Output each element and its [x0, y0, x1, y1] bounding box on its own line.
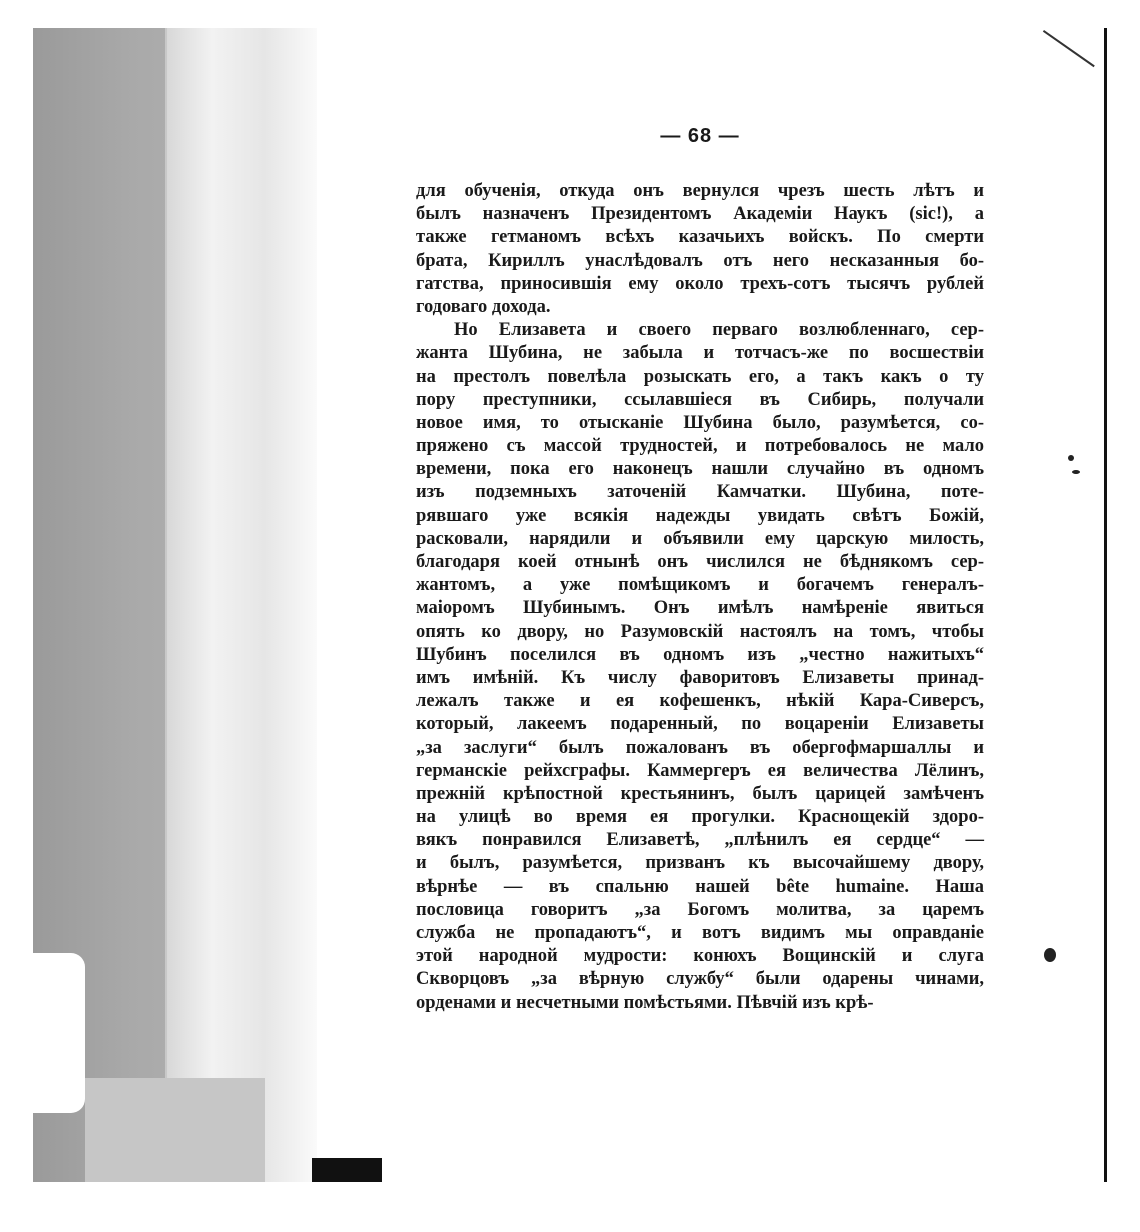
text-line: служба не пропадаютъ“, и вотъ видимъ мы оправданіе: [416, 923, 984, 943]
text-line: жантомъ, а уже помѣщикомъ и богачемъ генералъ-: [416, 575, 984, 596]
text-line: пору преступники, ссылавшіеся въ Сибирь, получали: [416, 389, 984, 410]
text-line: маіоромъ Шубинымъ. Онъ имѣлъ намѣреніе явиться: [416, 598, 984, 619]
text-line: Шубинъ поселился въ одномъ изъ „честно нажитыхъ“: [416, 644, 984, 665]
text-line: также гетманомъ всѣхъ казачьихъ войскъ. По смерти: [416, 227, 984, 248]
page-text: [416, 180, 984, 1015]
text-line: новое имя, то отысканіе Шубина было, разумѣется, со-: [416, 412, 984, 433]
text-line: этой народной мудрости: конюхъ Вощинскій и слуга: [416, 946, 984, 967]
text-line: на улицѣ во время ея прогулки. Краснощекій здоро-: [416, 807, 984, 828]
scan-right-edge: [1104, 28, 1107, 1182]
text-line: пряжено съ массой трудностей, и потребовалось не мало: [416, 436, 984, 457]
text-line: рявшаго уже всякія надежды увидать свѣтъ Божій,: [416, 505, 984, 526]
text-line: на престолъ повелѣла розыскать его, а такъ какъ о ту: [416, 366, 984, 387]
text-line: и былъ, разумѣется, призванъ къ высочайшему двору,: [416, 853, 984, 874]
scan-artifact: [312, 1158, 382, 1182]
text-line: лежалъ также и ея кофешенкъ, нѣкій Кара-Сиверсъ,: [416, 691, 984, 712]
text-line: орденами и несчетными помѣстьями. Пѣвчій изъ крѣ-: [416, 992, 874, 1013]
text-line: прежній крѣпостной крестьянинъ, былъ царицей замѣченъ: [416, 783, 984, 804]
text-line: пословица говоритъ „за Богомъ молитва, за царемъ: [416, 899, 984, 920]
page-curl: [85, 1078, 265, 1182]
scan-speck: [1068, 455, 1074, 461]
text-line: для обученія, откуда онъ вернулся чрезъ шесть лѣтъ и: [416, 181, 984, 201]
book-page: [416, 125, 984, 1015]
text-line: вѣрнѣе — въ спальню нашей bête humaine. Наша: [416, 876, 984, 897]
text-line: имъ имѣній. Къ числу фаворитовъ Елизаветы принад-: [416, 667, 984, 688]
text-line: гатства, приносившія ему около трехъ-сотъ тысячъ рублей: [416, 273, 984, 294]
paragraph: [416, 180, 984, 319]
page-number: — 68 —: [660, 125, 740, 147]
text-line: времени, пока его наконецъ нашли случайно въ одномъ: [416, 459, 984, 480]
paragraph: [416, 319, 984, 1015]
text-line: жанта Шубина, не забыла и тотчасъ-же по восшествіи: [416, 343, 984, 364]
text-line: Скворцовъ „за вѣрную службу“ были одарены чинами,: [416, 969, 984, 990]
text-line: изъ подземныхъ заточеній Камчатки. Шубина, поте-: [416, 482, 984, 503]
text-line: годоваго дохода.: [416, 296, 551, 317]
scan-artifact-line: [1043, 30, 1095, 67]
text-line: брата, Кириллъ унаслѣдовалъ отъ него несказанныя бо-: [416, 250, 984, 271]
text-line: опять ко двору, но Разумовскій настоялъ на томъ, чтобы: [416, 621, 984, 642]
text-line: который, лакеемъ подаренный, по воцареніи Елизаветы: [416, 714, 984, 735]
page-fold-shadow: [165, 28, 317, 1182]
text-line: расковали, нарядили и объявили ему царскую милость,: [416, 528, 984, 549]
text-line: благодаря коей отнынѣ онъ числился не бѣднякомъ сер-: [416, 552, 984, 572]
scan-speck: [1044, 948, 1056, 962]
text-line: былъ назначенъ Президентомъ Академіи Наукъ (sic!), а: [416, 204, 984, 225]
page-tab: [33, 953, 85, 1113]
text-line: „за заслуги“ былъ пожалованъ въ обергофмаршаллы и: [416, 737, 984, 758]
text-line: Но Елизавета и своего перваго возлюбленнаго, сер-: [454, 320, 984, 341]
scan-speck: [1072, 470, 1080, 474]
text-line: вякъ понравился Елизаветѣ, „плѣнилъ ея сердце“ —: [416, 830, 984, 851]
text-line: германскіе рейхсграфы. Каммергеръ ея величества Лёлинъ,: [416, 760, 984, 781]
scan-margin-left: [33, 28, 315, 1182]
